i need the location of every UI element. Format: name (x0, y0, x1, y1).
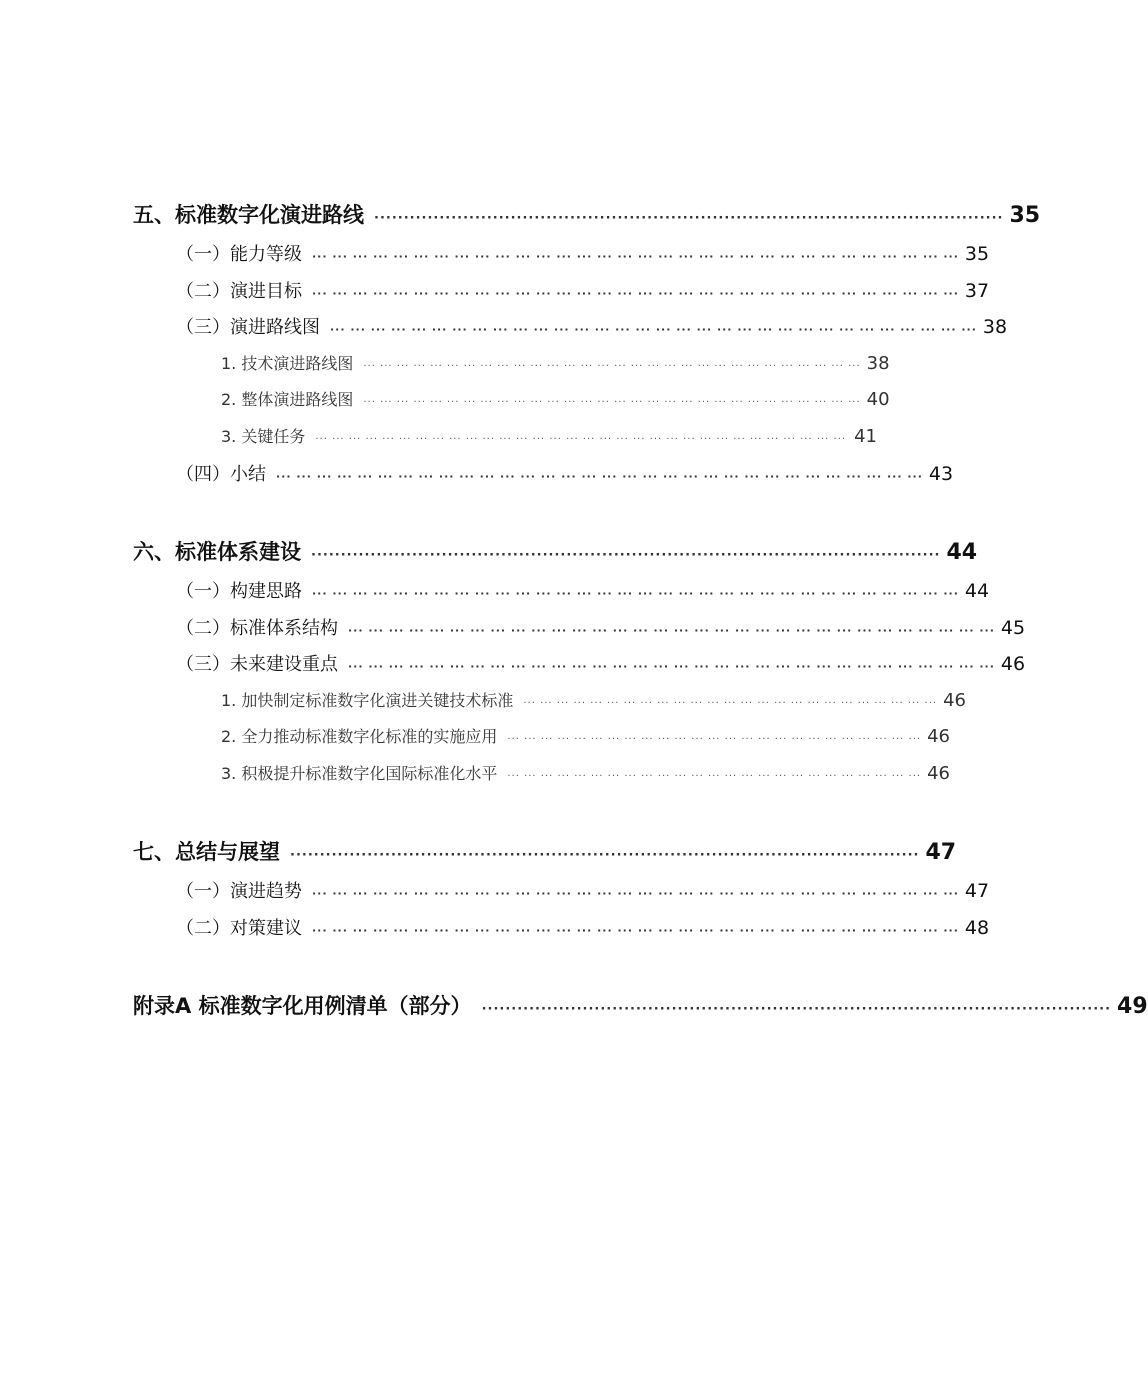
dot-leader: ··· ··· ··· ··· ··· ··· ··· ··· ··· ··· ··· ··· ··· ··· ··· ··· ··· ··· ··· ··· ··· ··· ··· ··· ··· ··· ··· ··· ··· ··· ··· ··· (312, 287, 959, 300)
toc-entry-sec5-2[interactable] (176, 277, 990, 305)
dot-leader: ··· ··· ··· ··· ··· ··· ··· ··· ··· ··· ··· ··· ··· ··· ··· ··· ··· ··· ··· ··· ··· ··· ··· ··· ··· ··· ··· ··· ··· ··· ··· ··· (312, 250, 959, 263)
toc-entry-page: 40 (866, 389, 890, 410)
toc-entry-sec5-1[interactable] (176, 240, 990, 268)
toc-entry-page: 49 (1117, 994, 1148, 1019)
toc-entry-page: 46 (927, 763, 950, 784)
toc-entry-sec5-4[interactable] (176, 460, 954, 488)
toc-entry-sec7-2[interactable] (176, 914, 990, 942)
toc-entry-page: 35 (1009, 203, 1041, 228)
toc-entry-page: 38 (866, 353, 890, 374)
toc-entry-sec6-3-2[interactable] (221, 724, 950, 750)
toc-entry-appendix[interactable] (133, 990, 1148, 1020)
dot-leader: ·········································································································· (290, 848, 920, 863)
toc-entry-title: 七、总结与展望 (133, 840, 280, 864)
dot-leader: ··· ··· ··· ··· ··· ··· ··· ··· ··· ··· ··· ··· ··· ··· ··· ··· ··· ··· ··· ··· ··· ··· ··· ··· ··· ··· ··· ··· ··· ··· ··· ··· (348, 660, 995, 673)
dot-leader: ··· ··· ··· ··· ··· ··· ··· ··· ··· ··· ··· ··· ··· ··· ··· ··· ··· ··· ··· ··· ··· ··· ··· ··· ··· ··· ··· ··· ··· ··· ··· ··· (312, 924, 959, 937)
toc-entry-title: 3. 关键任务 (221, 427, 306, 446)
toc-entry-page: 46 (1000, 653, 1026, 675)
toc-entry-sec7-1[interactable] (176, 877, 990, 905)
dot-leader: ··· ··· ··· ··· ··· ··· ··· ··· ··· ··· ··· ··· ··· ··· ··· ··· ··· ··· ··· ··· ··· ··· ··· ··· ··· ··· ··· ··· ··· ··· (363, 397, 861, 408)
toc-entry-page: 41 (854, 426, 877, 447)
toc-entry-title: （二）演进目标 (176, 281, 302, 302)
dot-leader: ·········································································································· (374, 211, 1004, 226)
dot-leader: ··· ··· ··· ··· ··· ··· ··· ··· ··· ··· ··· ··· ··· ··· ··· ··· ··· ··· ··· ··· ··· ··· ··· ··· ··· ··· ··· ··· ··· ··· ··· ··· (312, 887, 959, 900)
dot-leader: ··· ··· ··· ··· ··· ··· ··· ··· ··· ··· ··· ··· ··· ··· ··· ··· ··· ··· ··· ··· ··· ··· ··· ··· ··· ··· ··· ··· ··· ··· ··· ··· (348, 624, 995, 637)
dot-leader: ·········································································································· (311, 548, 941, 563)
toc-entry-title: （三）未来建设重点 (176, 654, 338, 675)
toc-entry-title: 1. 加快制定标准数字化演进关键技术标准 (221, 691, 514, 710)
toc-entry-page: 43 (928, 463, 954, 485)
toc-entry-page: 44 (946, 540, 978, 565)
toc-entry-sec6-3-3[interactable] (221, 761, 950, 787)
toc-entry-title: （一）演进趋势 (176, 881, 302, 902)
toc-entry-page: 47 (925, 840, 957, 865)
toc-entry-page: 47 (964, 880, 990, 902)
toc-entry-title: 1. 技术演进路线图 (221, 354, 354, 373)
toc-entry-title: （二）对策建议 (176, 918, 302, 939)
toc-entry-title: （一）构建思路 (176, 581, 302, 602)
toc-entry-sec5[interactable] (133, 199, 1041, 229)
toc-entry-title: 2. 全力推动标准数字化标准的实施应用 (221, 727, 498, 746)
toc-entry-sec6-2[interactable] (176, 614, 1026, 642)
toc-entry-sec5-3-2[interactable] (221, 387, 890, 413)
toc-entry-page: 46 (943, 690, 966, 711)
toc-entry-title: 附录A 标准数字化用例清单（部分） (133, 994, 472, 1018)
toc-entry-title: （二）标准体系结构 (176, 618, 338, 639)
toc-entry-title: （一）能力等级 (176, 244, 302, 265)
toc-entry-sec5-3[interactable] (176, 313, 1008, 341)
toc-entry-page: 46 (927, 726, 950, 747)
toc-entry-title: 五、标准数字化演进路线 (133, 203, 364, 227)
toc-entry-page: 35 (964, 243, 990, 265)
toc-entry-sec6-1[interactable] (176, 577, 990, 605)
dot-leader: ··· ··· ··· ··· ··· ··· ··· ··· ··· ··· ··· ··· ··· ··· ··· ··· ··· ··· ··· ··· ··· ··· ··· ··· ··· ··· ··· ··· ··· ··· (363, 361, 861, 372)
toc-entry-sec7[interactable] (133, 836, 957, 866)
toc-entry-page: 44 (964, 580, 990, 602)
toc-entry-title: 2. 整体演进路线图 (221, 390, 354, 409)
toc-entry-title: 六、标准体系建设 (133, 540, 301, 564)
toc-entry-sec6[interactable] (133, 536, 978, 566)
toc-entry-title: 3. 积极提升标准数字化国际标准化水平 (221, 764, 498, 783)
toc-entry-page: 48 (964, 917, 990, 939)
toc-entry-sec6-3-1[interactable] (221, 688, 966, 714)
dot-leader: ··· ··· ··· ··· ··· ··· ··· ··· ··· ··· ··· ··· ··· ··· ··· ··· ··· ··· ··· ··· ··· ··· ··· ··· ··· (523, 698, 938, 709)
toc-entry-page: 37 (964, 280, 990, 302)
dot-leader: ··· ··· ··· ··· ··· ··· ··· ··· ··· ··· ··· ··· ··· ··· ··· ··· ··· ··· ··· ··· ··· ··· ··· ··· ··· ··· ··· ··· ··· ··· ··· ··· (330, 323, 977, 336)
toc-entry-sec6-3[interactable] (176, 650, 1026, 678)
dot-leader: ··· ··· ··· ··· ··· ··· ··· ··· ··· ··· ··· ··· ··· ··· ··· ··· ··· ··· ··· ··· ··· ··· ··· ··· ··· (507, 771, 922, 782)
toc-entry-sec5-3-3[interactable] (221, 424, 877, 450)
dot-leader: ··· ··· ··· ··· ··· ··· ··· ··· ··· ··· ··· ··· ··· ··· ··· ··· ··· ··· ··· ··· ··· ··· ··· ··· ··· ··· ··· ··· ··· ··· ··· ··· (312, 587, 959, 600)
toc-entry-title: （四）小结 (176, 464, 266, 485)
toc-entry-sec5-3-1[interactable] (221, 351, 890, 377)
dot-leader: ··· ··· ··· ··· ··· ··· ··· ··· ··· ··· ··· ··· ··· ··· ··· ··· ··· ··· ··· ··· ··· ··· ··· ··· ··· ··· ··· ··· ··· ··· ··· ··· (276, 470, 923, 483)
dot-leader: ·········································································································· (481, 1002, 1112, 1017)
toc-entry-page: 38 (982, 316, 1008, 338)
dot-leader: ··· ··· ··· ··· ··· ··· ··· ··· ··· ··· ··· ··· ··· ··· ··· ··· ··· ··· ··· ··· ··· ··· ··· ··· ··· ··· ··· ··· ··· ··· ··· ··· (315, 434, 847, 445)
toc-entry-title: （三）演进路线图 (176, 317, 320, 338)
dot-leader: ··· ··· ··· ··· ··· ··· ··· ··· ··· ··· ··· ··· ··· ··· ··· ··· ··· ··· ··· ··· ··· ··· ··· ··· ··· (507, 734, 922, 745)
toc-entry-page: 45 (1000, 617, 1026, 639)
